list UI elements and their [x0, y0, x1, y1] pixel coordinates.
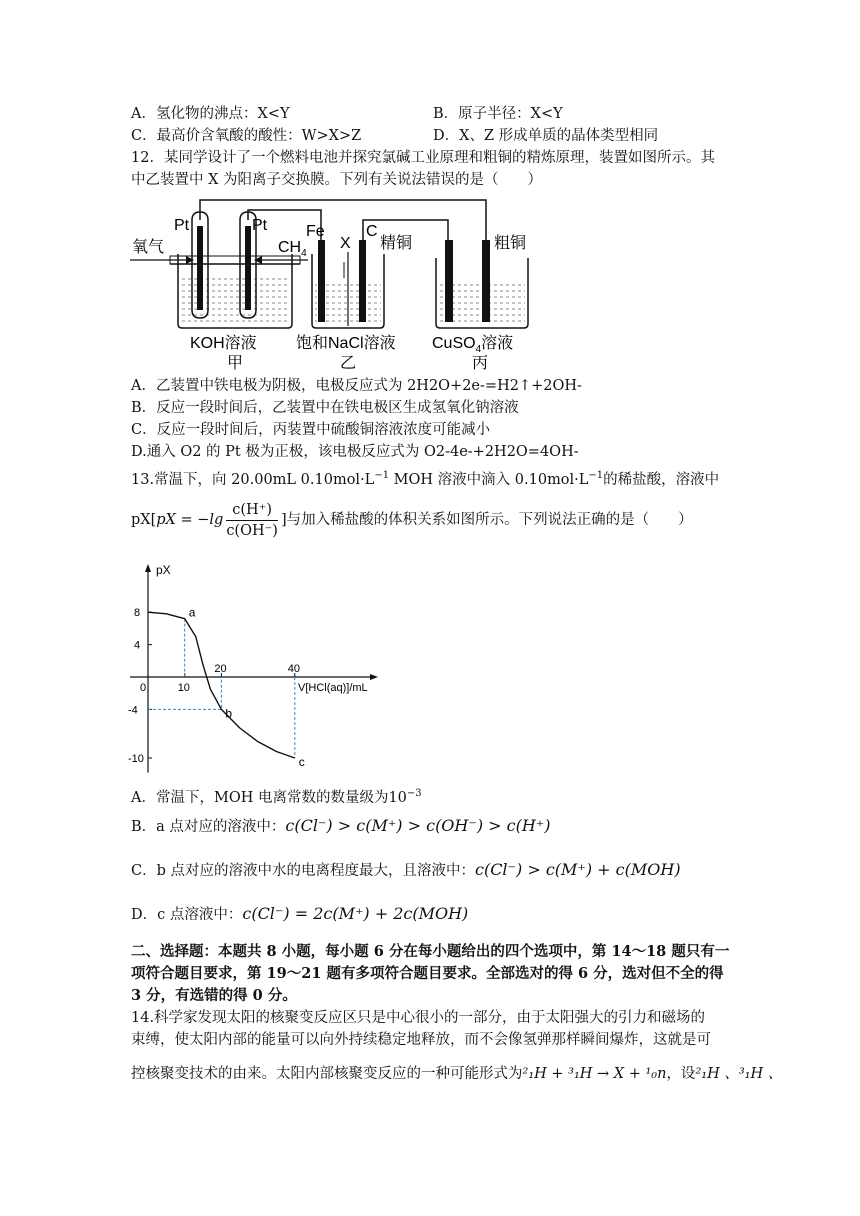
- label-x-membrane: X: [340, 235, 351, 252]
- q12-option-d: D.通入 O2 的 Pt 极为正极，该电极反应式为 O2-4e-+2H2O=4OH-: [131, 444, 579, 460]
- px-titration-chart: [126, 560, 396, 780]
- y-tick-label: 8: [134, 607, 141, 620]
- q14-line1: 14.科学家发现太阳的核聚变反应区只是中心很小的一部分，由于太阳强大的引力和磁场的: [131, 1010, 706, 1026]
- q13-option-a: A．常温下，MOH 电离常数的数量级为$10^{-3}$: [131, 788, 422, 806]
- label-oxygen: 氧气: [132, 239, 165, 256]
- px-fraction: $\frac{c(H^+)}{c(OH^-)}$: [226, 501, 278, 539]
- y-axis-arrow: [145, 564, 151, 572]
- q13-stem-line2: pX[ pX = −lg $\frac{c(H^+)}{c(OH^-)}$ ]与加入稀盐酸的体积关系如图所示。下列说法正确的是（ ）: [131, 501, 693, 539]
- beaker-yi: [312, 240, 384, 328]
- q11-option-b: B．原子半径：X<Y: [433, 106, 563, 122]
- label-fe: Fe: [306, 223, 325, 240]
- x-tick-label: 10: [177, 682, 190, 694]
- y-tick-label: 4: [134, 639, 141, 652]
- label-crude-copper: 粗铜: [494, 235, 527, 252]
- q12-stem-line1: 12．某同学设计了一个燃料电池并探究氯碱工业原理和粗铜的精炼原理，装置如图所示。其: [131, 150, 715, 166]
- q13-option-b: B．a 点对应的溶液中：c(Cl⁻) > c(M⁺) > c(OH⁻) > c(H⁺): [131, 816, 551, 835]
- beaker-jia: [170, 212, 300, 328]
- y-axis-label: pX: [156, 563, 171, 577]
- electrochem-apparatus-diagram: [128, 192, 548, 372]
- label-ch4: $CH_4$: [278, 239, 307, 259]
- point-label-a: a: [188, 605, 196, 620]
- x-axis-arrow: [370, 674, 378, 680]
- section2-line1: 二、选择题：本题共 8 小题，每小题 6 分在每小题给出的四个选项中，第 14～18 题只有一: [131, 943, 730, 960]
- label-cuso4-solution: CuSO$_4$溶液: [432, 335, 514, 355]
- q11-option-a: A．氢化物的沸点：X<Y: [131, 106, 290, 122]
- label-jia: 甲: [227, 355, 244, 372]
- y-tick-label: -4: [128, 704, 138, 717]
- q13-option-d: D．c 点溶液中：c(Cl⁻) = 2c(M⁺) + 2c(MOH): [131, 904, 469, 923]
- q11-option-c: C．最高价含氧酸的酸性：W>X>Z: [131, 128, 362, 144]
- q14-line2: 束缚，使太阳内部的能量可以向外持续稳定地释放，而不会像氢弹那样瞬间爆炸，这就是可: [131, 1032, 711, 1048]
- x-axis-label: V[HCl(aq)]/mL: [298, 682, 368, 694]
- label-bing: 丙: [472, 355, 489, 372]
- q12-option-c: C．反应一段时间后，丙装置中硫酸铜溶液浓度可能减小: [131, 422, 491, 438]
- x-tick-label: 20: [214, 663, 227, 675]
- section2-line3: 3 分，有选错的得 0 分。: [131, 987, 297, 1004]
- label-yi: 乙: [340, 355, 357, 372]
- section2-line2: 项符合题目要求，第 19～21 题有多项符合题目要求。全部选对的得 6 分，选对但不全的得: [131, 965, 724, 982]
- y-tick-label: -10: [128, 753, 144, 765]
- label-refined-copper: 精铜: [380, 235, 413, 252]
- point-label-c: c: [298, 755, 305, 769]
- q13-stem-line1: 13.常温下，向 20.00mL $0.10mol\cdot L^{-1}$ MOH 溶液中滴入 $0.10mol\cdot L^{-1}$的稀盐酸，溶液中: [131, 470, 720, 488]
- q13-option-c: C．b 点对应的溶液中水的电离程度最大，且溶液中：c(Cl⁻) > c(M⁺) + c(MOH): [131, 860, 681, 879]
- label-nacl-solution: 饱和NaCl溶液: [296, 335, 396, 352]
- label-c: C: [366, 223, 378, 240]
- label-koh-solution: KOH溶液: [190, 335, 257, 352]
- q12-option-a: A．乙装置中铁电极为阴极，电极反应式为 2H2O+2e-=H2↑+2OH-: [131, 378, 582, 394]
- beaker-bing: [436, 240, 528, 328]
- q12-option-b: B．反应一段时间后，乙装置中在铁电极区生成氢氧化钠溶液: [131, 400, 519, 416]
- q12-stem-line2: 中乙装置中 X 为阳离子交换膜。下列有关说法错误的是（ ）: [131, 172, 543, 188]
- x-tick-label: 0: [140, 682, 147, 694]
- label-pt-right: Pt: [252, 217, 268, 234]
- x-tick-label: 40: [287, 663, 301, 675]
- q14-line3: 控核聚变技术的由来。太阳内部核聚变反应的一种可能形式为²₁H + ³₁H → X + ¹₀n，设²₁H 、³₁H 、: [131, 1066, 783, 1082]
- q11-option-d: D．X、Z 形成单质的晶体类型相同: [433, 128, 659, 144]
- label-pt-left: Pt: [174, 217, 190, 234]
- point-label-b: b: [225, 706, 233, 721]
